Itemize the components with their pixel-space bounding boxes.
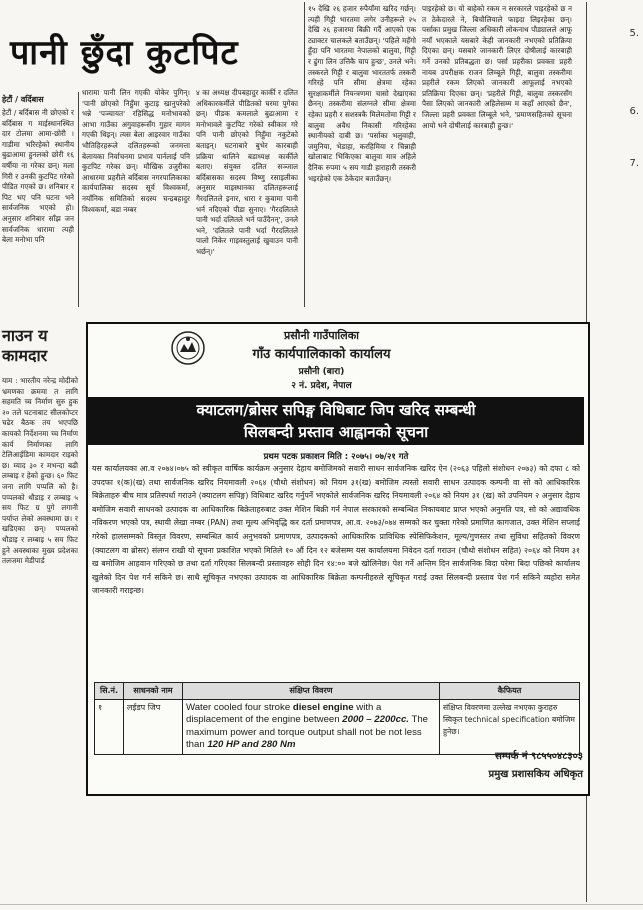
header-description: संक्षिप्त विवरण xyxy=(183,683,440,700)
column-divider xyxy=(78,92,79,307)
page-bottom-rule xyxy=(0,904,643,905)
notice-place: प्रसौनी (बारा) xyxy=(298,367,345,377)
office-signature: प्रमुख प्रशासकिय अधिकृत xyxy=(488,769,583,780)
article-column-4 xyxy=(422,4,572,308)
article-column-3 xyxy=(308,4,416,308)
column-3-text: १५ देखि २६ हजार रुपैयाँमा खरिद गर्छन्। त्यही गिट्टी भारतमा लगेर उनीहरूले २५ देखि २६ हजारमा बिक्री गर्दै आएको एक ट्याक्टर चालकले बताउँछन्। 'पहिले महँगो हुँदा पनि भारतमा नेपालको बालुवा, गिट्टी र ढुंगा लिन उत्तिकै चाप हुन्छ', उनले भने। तस्करले गिट्टी र बालुवा भारततर्फ तस्करी गरिरहे पनि सीमा क्षेत्रमा रहेका सुरक्षाकर्मीले नियन्त्रणमा चासो देखाएका छैनन्। तस्करीमा संलग्नले सीमा क्षेत्रमा रहेका प्रहरी र सशस्त्रकै मिलेमतोमा गिट्टी र बालुवा अवैध निकासी गरिरहेका स्थानीयको दाबी छ। 'पर्साका भलुवाही, जमुनिया, भेडाहा, करहिमिया र चिन्नाही खोलाबाट भिकिएका बालुवा मात्र अहिले दैनिक रुपमा ५ सय गाडी हाराहारी तस्करी भइरहेको एक ठेकेदार बताउँछन्। xyxy=(308,4,416,183)
cell-vehicle-name: लईडप जिप xyxy=(124,700,183,755)
notice-province: २ नं. प्रदेश, नेपाल xyxy=(291,381,352,391)
notice-title-line-2: सिलबन्दी प्रस्ताव आह्वानको सूचना xyxy=(243,423,429,441)
margin-number: 5. xyxy=(629,28,639,39)
notice-office-name: गाँउ कार्यपालिकाको कार्यालय xyxy=(252,347,391,362)
left-story-column xyxy=(2,376,78,796)
article-column-2 xyxy=(196,88,298,308)
table-row xyxy=(95,700,580,755)
desc-bold: 120 HP and 280 Nm xyxy=(207,739,296,751)
desc-text: Water cooled four stroke xyxy=(186,702,293,713)
article-column-1 xyxy=(82,88,190,308)
column-divider xyxy=(304,2,305,307)
article-byline: हेटौं / वर्दिबास xyxy=(2,95,44,104)
margin-number: 6. xyxy=(629,106,639,117)
left-story-heading: नाउन य कामदार xyxy=(2,326,48,365)
article-headline: पानी छुँदा कुटपिट xyxy=(10,33,239,73)
notice-org-name: प्रसौनी गाउँपालिका xyxy=(283,329,360,342)
cell-remarks: संक्षिप्त विवरणमा उल्लेख नभएका कुराहरु स्विकृत technical specification बमोजिम हुनेछ। xyxy=(440,700,580,755)
header-remarks: कैफियत xyxy=(440,683,580,700)
cell-description xyxy=(183,700,440,755)
column-2-text: ४ का अध्यक्ष दीपबहादुर कार्की र दलित अधिकारकर्मीले पीडितको घरमा पुगेका छन्। पीडक कमलाले बुढाआमा र मनोभावले कुटपिट गरेको स्वीकार गरे पनि पानी छोएको निहुँमा नकुटेको बताइन्। घटनाबारे बुभेर कारबाही प्रक्रिया थालिने बडाध्यक्ष कार्कीले बताए। संयुक्त दलित सञ्जाल बर्दिबासका सदस्य विष्णु रसाइलीका अनुसार माइस्थानका दलितहरूलाई गैरदलितले इनार, धारा र कुवामा पानी भर्न नदिएको पीडा सुनाए। 'गैरदलितले पानी भर्दा दलितले भर्न पाउँदैनन्', उनले भने, 'दलितले पानी भर्दा गैरदलितले पालो निकेर गाइवस्तुलाई खुवाउन पानी भर्छन्।' xyxy=(196,88,298,256)
column-1-text: धारामा पानी लिन गएकी योकेर पुगिन्। 'पानी छोएको निहुँमा कुटाइ खानुपरेको भन्ने 'पञ्चायत' रहिसिद्ध मनोभावको आभा गाउँका अगुवाहरूसँग गुहार मागन गएकी थिइन्। त्यस बेला आइरवार गाउँका भौतिहिरहरूले दलितहरूको जनमत्ता बेलायका निर्वाचनमा प्रभाव पार्नलाई पनि कुटपिट गरेका छन्। मौखिक उजुरीका आधारमा प्रहरीले बर्दिबास नगरपालिकाका कार्यपालिका सदस्य सूर्य विश्वकर्मा, नयाँनिक समितिको सदस्य चन्द्रबहादुर विश्वकर्मा, बडा नम्बर xyxy=(82,88,190,214)
spec-table xyxy=(94,682,580,755)
desc-bold: diesel engine xyxy=(292,702,354,713)
desc-text: with a displacement of the engine between xyxy=(186,702,382,726)
notice-title-line-1: क्याटलग/ब्रोसर सपिङ्ग विधिबाट जिप खरिद सम्बन्धी xyxy=(196,401,476,419)
notice-publish-date: प्रथम पटक प्रकाशन मिति : २०७५। ०७/२१ गते xyxy=(263,452,409,462)
desc-text: The maximum power and torque output shall not be not less than xyxy=(186,714,429,751)
cell-sn: १ xyxy=(95,700,124,755)
notice-body: यस कार्यालयका आ.व २०७४।०७५ को स्वीकृत वार्षिक कार्यक्रम अनुसार देहाय बमोजिमको सवारी साधन सार्वजनिक खरिद ऐन (२०६३ पहिलो संशोधन २०७३) को दफा ८ को उपदफा १(क)(ख) तथा सार्वजनिक खरिद नियमावली २०६४ (चौथो संशोधन) को नियम ३१(ख) बमोजिम त्यस्तो सवारी साधन उत्पादक कम्पनी वा सो को आधिकारिक बिक्रेताहरु बीच मात्र प्रतिस्पर्धा गराउने (क्याटलग सपिङ्ग) विधिबाट खरिद गर्नुपर्ने भएकोले सार्वजनिक खरिद नियमावली २०६४ को नियम ३१ (ख) को उपनियम २ अनुसार देहाय बमोजिम सवारी साधनको उत्पादक वा आधिकारिक बिक्रेताहरुबाट उक्त मेशिन बिक्री गर्न नेपाल सरकारको सम्बन्धित निकायबाट प्राप्त भएको अनुमति पत्र, सो को अद्यावधिक नविकरण भएको पत्र, स्थायी लेखा नम्बर (PAN) तथा मूल्य अभिवृद्धि कर दर्ता प्रमाणपत्र, आ.व. २०७३/०७४ सम्मको कर चुक्ता गरेको प्रमाणित कागजात, उक्त मेशिन सप्लाई गरेको हालसम्मको विस्तृत विवरण, सम्बन्धित कार्य अनुभवको प्रमाणपत्र, उत्पादकको आधिकारिक प्राविधिक स्पेसिफिकेशन, मूल्य/गुणस्तर तथा सुविधा सहितको विवरण (क्याटलग वा ब्रोसर) संलग्न राखी यो सूचना प्रकाशित भएको मितिले १० औं दिन १२ बजेसम्म यस कार्यालयमा निवेदन दर्ता गराउन (चौथो संशोधन सहित) २०६४ को नियम ३१ ख बमोजिम आहवान गरिएको छ तथा दर्ता गरिएका सिलबन्दी प्रस्तावहरु सोही दिन १४:०० बजे खोलिनेछ। पेश गर्ने अन्तिम दिन सार्वजनिक बिदा परेमा बिदा पछिको कार्यालय खुलेको दिन पेश गर्न सकिने छ। साथै सूचिकृत नभएका उत्पादक वा आधिकारिक बिक्रेता कम्पनीहरुले सूचिकृत गराई उक्त सिलबन्दी प्रस्ताव पेश गर्न सकिने व्यहोरा समेत जानकारी गराइन्छ। xyxy=(92,464,580,596)
left-story-text: याम : भारतीय नरेन्द्र मोदीको भ्रमणका क्रममा त लागि सहमति च्च निर्माण सुरु हुक २० तले घटनाबाट सीलकोप्टर चढेर बैठक तय भएपछि कायको निर्देशनमा च्च निर्माण कार्य निर्माणका लागि टेलिआईडिमा कामदार राइको छ। म्याद ३० र मभन्दा बढी लम्बाइ र हेको हुन्छ। ६० फिट जना लागि पप्पलि को है। पप्पलको थौडाइ र लम्बाइ ५ सय फिट ग्र पुगे लगानी पर्याप्त लेको अवस्थामा छ। र खडिएका छन्। पप्पलको थौडाइ र लम्बाइ ५ सय फिट हुने अवस्थाका मुख्य प्रदेशका तलजमा मेडीपार्ड xyxy=(2,376,78,566)
margin-number: 7. xyxy=(629,158,639,169)
desc-bold: 2000 – 2200cc. xyxy=(342,714,409,726)
notice-title-banner xyxy=(88,397,584,445)
contact-number: सम्पर्क नं ९८५५०४८३०३ xyxy=(495,751,583,762)
column-4-text: पाइरहेको छ। यो बाहेको रकम न सरकारले पाइरहेको छ न त ठेकेदारले ने, बिचौलियाले फाइदा लिइरहेका छन्। पर्साका प्रमुख जिल्ला अधिकारी लोकनाथ पौड्यालले आफू नयाँ भएकाले यसबारे केही जानकारी नभएको प्रतिक्रिया दिएका छन्। यसबारे जानकारी लिएर दोषीलाई कारबाही गर्ने उनको प्रतिबद्धता छ। पर्सा प्रहरीका प्रवक्ता प्रहरी नायब उपरीक्षक राजन लिम्बूले गिट्टी, बालुवा तस्करीमा प्रहरीले रकम लिएको जानकारी आफूलाई नभएको प्रतिक्रिया दिएका छन्। 'प्रहरीले गिट्टी, बालुवा तस्करसँग पैसा लिएको जानकारी अहिलेसम्म म कहाँ आएको छैन', जिल्ला प्रहरी प्रवक्ता लिम्बूले भने, 'प्रमाणसहितको सूचना आयो भने दोषीलाई कारबाही हुन्छ।' xyxy=(422,4,572,130)
header-vehicle-name: साधनको नाम xyxy=(124,683,183,700)
spec-table-header-row xyxy=(95,683,580,700)
left-strip-text: हेटौं / बर्दिबास नी छोएको र बर्दिबास ग माईस्थानस्थित दार टोलमा आमा-छोरी । गाडीमा भरिरहेको स्थानीय बुढाआमा हुनलको छोरी १६ वर्षीया ना गरेका छन्। मला गिरी र उनकी कुटपिट गरेको पीडित गएको छ। शनिबार र पिट भए पनि घटना भने सार्वजनिक भएको हो। अनुसार शनिबार साँझ जन सार्वजनिक धारामा त्यही बेला मनोभा पनि xyxy=(2,108,74,245)
left-strip-column xyxy=(2,108,74,308)
header-sn: सि.नं. xyxy=(95,683,124,700)
